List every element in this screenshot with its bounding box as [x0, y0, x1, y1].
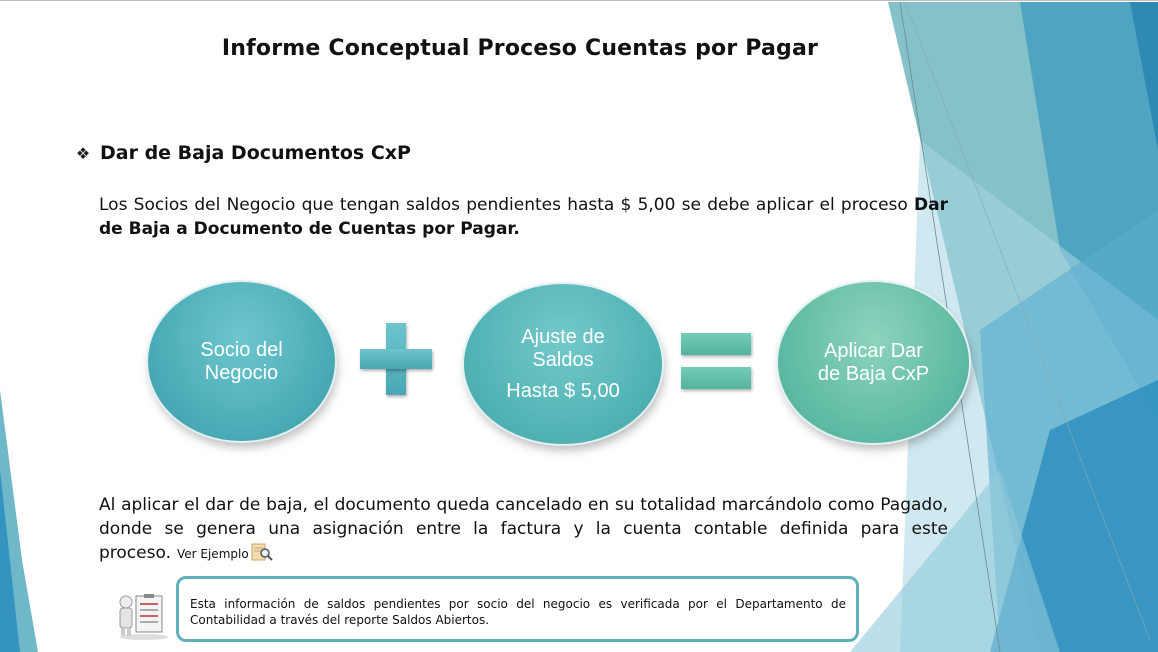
circle1-line1: Socio del — [200, 338, 283, 361]
section-heading — [74, 142, 411, 164]
circle2-line3: Hasta $ 5,00 — [506, 379, 620, 402]
circle2-line1: Ajuste de — [521, 325, 605, 348]
intro-bold-text: Dar de Baja a Documento de Cuentas por Pagar. — [99, 195, 948, 239]
intro-text: Los Socios del Negocio que tengan saldos pendientes hasta $ 5,00 se debe aplicar el proceso — [99, 195, 915, 215]
diamond-bullet-icon: ❖ — [75, 143, 91, 163]
socio-negocio-circle — [148, 282, 335, 441]
body-paragraph — [99, 493, 948, 568]
intro-paragraph — [99, 193, 948, 241]
ver-ejemplo-link[interactable]: Ver Ejemplo — [176, 547, 249, 561]
magnifier-document-icon[interactable] — [251, 543, 273, 568]
page-title: Informe Conceptual Proceso Cuentas por Pagar — [221, 36, 819, 61]
ajuste-saldos-circle — [464, 284, 662, 444]
circle2-line2: Saldos — [532, 348, 594, 371]
circle3-line2: de Baja CxP — [817, 362, 930, 385]
circle1-line2: Negocio — [204, 361, 279, 384]
plus-icon — [360, 323, 432, 395]
note-box: Esta información de saldos pendientes por socio del negocio es verificada por el Departamento de Contabilidad a través del reporte Saldos Abiertos. — [176, 576, 859, 642]
aplicar-baja-circle — [778, 282, 969, 443]
section-title: Dar de Baja Documentos CxP — [100, 142, 411, 164]
circle3-line1: Aplicar Dar — [824, 339, 923, 362]
equals-icon — [681, 333, 751, 391]
body-text: Al aplicar el dar de baja, el documento queda cancelado en su totalidad marcándolo como Pagado, donde se genera una asignación entre la factura y la cuenta contable definida para este proceso. — [99, 495, 948, 563]
clipboard-figure-icon — [112, 590, 176, 640]
